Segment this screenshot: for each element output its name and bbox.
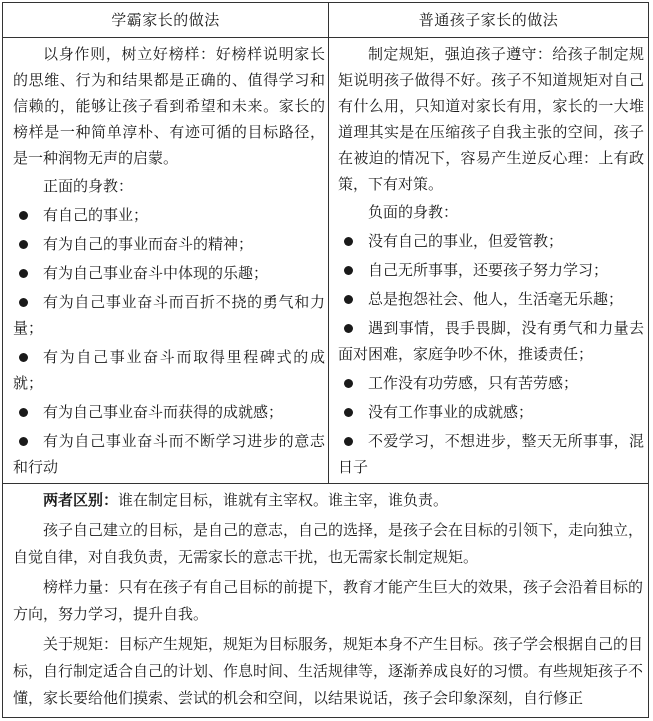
list-item: 不爱学习，不想进步，整天无所事事，混日子: [338, 432, 644, 476]
left-column-title: 学霸家长的做法: [111, 11, 220, 29]
list-item: 有为自己事业奋斗而不断学习进步的意志和行动: [13, 432, 325, 476]
bullet-icon: [19, 298, 28, 307]
list-item: 有自己的事业；: [13, 202, 325, 228]
list-item: 没有自己的事业，但爱管教；: [338, 228, 644, 254]
bullet-icon: [19, 353, 28, 362]
list-item: 有为自己事业奋斗而取得里程碑式的成就；: [13, 348, 325, 392]
table-header: [3, 3, 648, 38]
right-intro: 制定规矩，强迫孩子遵守：给孩子制定规矩说明孩子做得不好。孩子不知道规矩对自己有什么用，只知道对家长有用，家长的一大堆道理其实是在压缩孩子自我主张的空间，孩子在被迫的情况下，容易产生逆反心理：上有政策，下有对策。: [338, 45, 644, 193]
list-item: 总是抱怨社会、他人，生活毫无乐趣；: [338, 286, 644, 312]
left-intro: 以身作则，树立好榜样：好榜样说明家长的思维、行为和结果都是正确的、值得学习和信赖的，能够让孩子看到希望和未来。家长的榜样是一种简单淳朴、有迹可循的目标路径，是一种润物无声的启蒙。: [13, 45, 325, 167]
bullet-icon: [19, 240, 28, 249]
right-column: [338, 37, 644, 483]
right-list: [338, 228, 644, 480]
bullet-icon: [344, 266, 353, 275]
left-label: 正面的身教：: [43, 177, 134, 195]
role-model-paragraph: 榜样力量：只有在孩子有自己目标的前提下，教育才能产生巨大的效果，孩子会沿着目标的方向，努力学习，提升自我。: [13, 578, 644, 623]
difference-paragraph: 两者区别：谁在制定目标，谁就有主宰权。谁主宰，谁负责。: [43, 491, 449, 509]
bullet-icon: [344, 408, 353, 417]
list-item: 自己无所事事，还要孩子努力学习；: [338, 257, 644, 283]
right-column-title: 普通孩子家长的做法: [418, 11, 559, 29]
bullet-icon: [344, 437, 353, 446]
list-item: 遇到事情，畏手畏脚，没有勇气和力量去面对困难，家庭争吵不休，推诿责任；: [338, 319, 644, 363]
comparison-table: [2, 2, 649, 718]
goal-paragraph: 孩子自己建立的目标，是自己的意志，自己的选择，是孩子会在目标的引领下，走向独立，自觉自律，对自我负责，无需家长的意志干扰，也无需家长制定规矩。: [13, 521, 644, 566]
bullet-icon: [19, 269, 28, 278]
list-item: 有为自己事业奋斗而百折不挠的勇气和力量；: [13, 293, 325, 337]
section-divider: [3, 483, 648, 484]
list-item: 有为自己事业奋斗中体现的乐趣；: [13, 260, 325, 286]
bullet-icon: [344, 237, 353, 246]
column-divider: [328, 3, 329, 484]
bullet-icon: [19, 437, 28, 446]
bullet-icon: [344, 295, 353, 304]
list-item: 工作没有功劳感，只有苦劳感；: [338, 370, 644, 396]
rules-paragraph: 关于规矩：目标产生规矩，规矩为目标服务，规矩本身不产生目标。孩子学会根据自己的目标，自行制定适合自己的计划、作息时间、生活规律等，逐渐养成良好的习惯。有些规矩孩子不懂，家长要给他们摸索、尝试的机会和空间，以结果说话，孩子会印象深刻，自行修正: [13, 635, 644, 707]
bullet-icon: [19, 211, 28, 220]
list-item: 有为自己事业奋斗而获得的成就感；: [13, 399, 325, 425]
bullet-icon: [344, 379, 353, 388]
bullet-icon: [344, 324, 353, 333]
list-item: 有为自己的事业而奋斗的精神；: [13, 231, 325, 257]
left-list: [13, 202, 325, 480]
bullet-icon: [19, 408, 28, 417]
left-column: [13, 37, 325, 483]
difference-label: 两者区别：: [43, 491, 119, 509]
right-label: 负面的身教：: [368, 203, 459, 221]
list-item: 没有工作事业的成就感；: [338, 399, 644, 425]
summary-section: [13, 487, 643, 715]
